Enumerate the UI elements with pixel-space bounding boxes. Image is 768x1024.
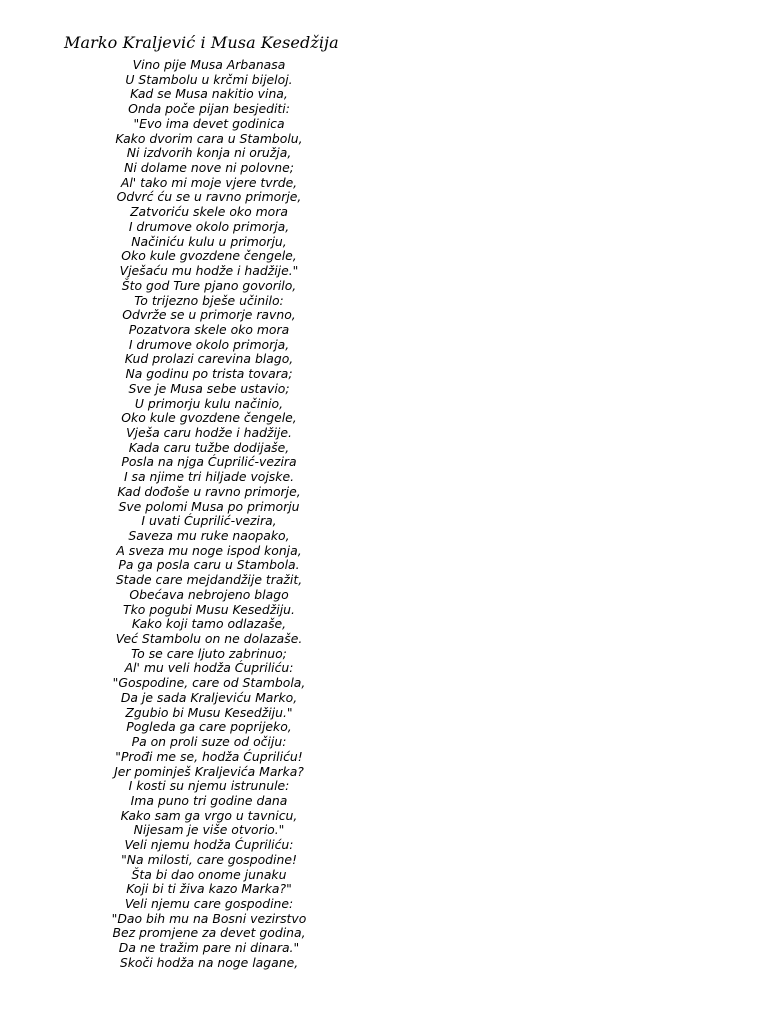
poem-line: Da je sada Kraljeviću Marko,	[120, 689, 298, 705]
poem-line: Kako koji tamo odlazaše,	[131, 616, 287, 632]
poem-title: Marko Kraljević i Musa Kesedžija	[64, 33, 339, 52]
poem-line: To trijezno bješe učinilo:	[134, 292, 284, 308]
poem-line: Kud prolazi carevina blago,	[124, 351, 294, 367]
poem-line: "Evo ima devet godinica	[133, 115, 285, 131]
poem-line: Vješaću mu hodže i hadžije."	[119, 263, 299, 279]
poem-line: Ni dolame nove ni polovne;	[124, 160, 294, 176]
poem-line: Skoči hodža na noge lagane,	[119, 954, 299, 970]
poem-line: I drumove okolo primorja,	[128, 218, 290, 234]
poem-line: Zgubio bi Musu Kesedžiju."	[125, 704, 293, 720]
poem-line: Vješa caru hodže i hadžije.	[126, 424, 292, 440]
poem-line: To se care ljuto zabrinuo;	[131, 645, 287, 661]
poem-line: "Prođi me se, hodža Ćupriliću!	[115, 748, 303, 764]
poem-line: "Gospodine, care od Stambola,	[112, 675, 306, 691]
poem-line: Kad dođoše u ravno primorje,	[117, 483, 301, 499]
poem-line: Obećava nebrojeno blago	[129, 586, 289, 602]
poem-line: Posla na njga Ćuprilić-vezira	[121, 454, 297, 470]
poem-line: Tko pogubi Musu Kesedžiju.	[123, 601, 295, 617]
poem-line: Što god Ture pjano govorilo,	[121, 277, 297, 293]
poem-line: Kako dvorim cara u Stambolu,	[115, 130, 303, 146]
poem-line: Kad se Musa nakitio vina,	[130, 86, 288, 102]
poem-line: "Dao bih mu na Bosni vezirstvo	[111, 910, 307, 926]
poem-line: "Na milosti, care gospodine!	[121, 851, 297, 867]
poem-line: Saveza mu ruke naopako,	[128, 528, 290, 543]
poem-line: Odvrže se u primorje ravno,	[122, 307, 296, 323]
poem-line: Nijesam je više otvorio."	[133, 822, 285, 838]
poem-line: U Stambolu u krčmi bijeloj.	[125, 71, 293, 87]
poem-line: Vino pije Musa Arbanasa	[132, 57, 286, 72]
poem-line: Pogleda ga care poprijeko,	[126, 719, 292, 735]
poem-text	[0, 58, 418, 971]
poem-line: I uvati Ćuprilić-vezira,	[141, 513, 277, 529]
poem-line: Jer pominješ Kraljevića Marka?	[114, 763, 304, 779]
poem-line: Načiniću kulu u primorju,	[131, 233, 287, 249]
poem-line: Pa on proli suze od očiju:	[131, 734, 287, 750]
poem-line: Ima puno tri godine dana	[130, 792, 288, 808]
poem-line: Stade care mejdandžije tražit,	[115, 572, 303, 588]
poem-line: Odvrć ću se u ravno primorje,	[116, 189, 302, 205]
poem-line: Sve polomi Musa po primorju	[118, 498, 300, 514]
poem-line: I kosti su njemu istrunule:	[128, 778, 290, 794]
poem-line: Koji bi ti živa kazo Marka?"	[126, 881, 292, 897]
poem-line: Šta bi dao onome junaku	[131, 866, 287, 882]
poem-line: U primorju kulu načinio,	[134, 395, 284, 411]
poem-line: Već Stambolu on ne dolazaše.	[115, 631, 303, 647]
poem-line: Pozatvora skele oko mora	[128, 321, 290, 337]
poem-line: Zatvoriću skele oko mora	[130, 204, 288, 220]
poem-line: A sveza mu noge ispod konja,	[116, 542, 302, 558]
poem-line: Na godinu po trista tovara;	[125, 366, 293, 382]
poem-line: Veli njemu care gospodine:	[124, 895, 294, 911]
poem-line: Oko kule gvozdene čengele,	[121, 248, 297, 264]
poem-line: Ni izdvorih konja ni oružja,	[126, 145, 292, 161]
poem-line: Al' tako mi moje vjere tvrde,	[120, 174, 298, 190]
poem-line: Kako sam ga vrgo u tavnicu,	[120, 807, 298, 823]
poem-line: Veli njemu hodža Ćupriliću:	[124, 837, 294, 853]
poem-line: Al' mu veli hodža Ćupriliću:	[124, 660, 294, 676]
poem-line: Onda poče pijan besjediti:	[128, 101, 290, 117]
poem-line: Kada caru tužbe dodijaše,	[128, 439, 290, 455]
poem-line: I sa njime tri hiljade vojske.	[123, 469, 295, 485]
poem-line: Pa ga posla caru u Stambola.	[118, 557, 300, 573]
poem-line: I drumove okolo primorja,	[128, 336, 290, 352]
poem-line: Da ne tražim pare ni dinara."	[118, 940, 300, 956]
poem-line: Sve je Musa sebe ustavio;	[128, 380, 290, 396]
poem-line: Oko kule gvozdene čengele,	[121, 410, 297, 426]
poem-line: Bez promjene za devet godina,	[112, 925, 306, 941]
